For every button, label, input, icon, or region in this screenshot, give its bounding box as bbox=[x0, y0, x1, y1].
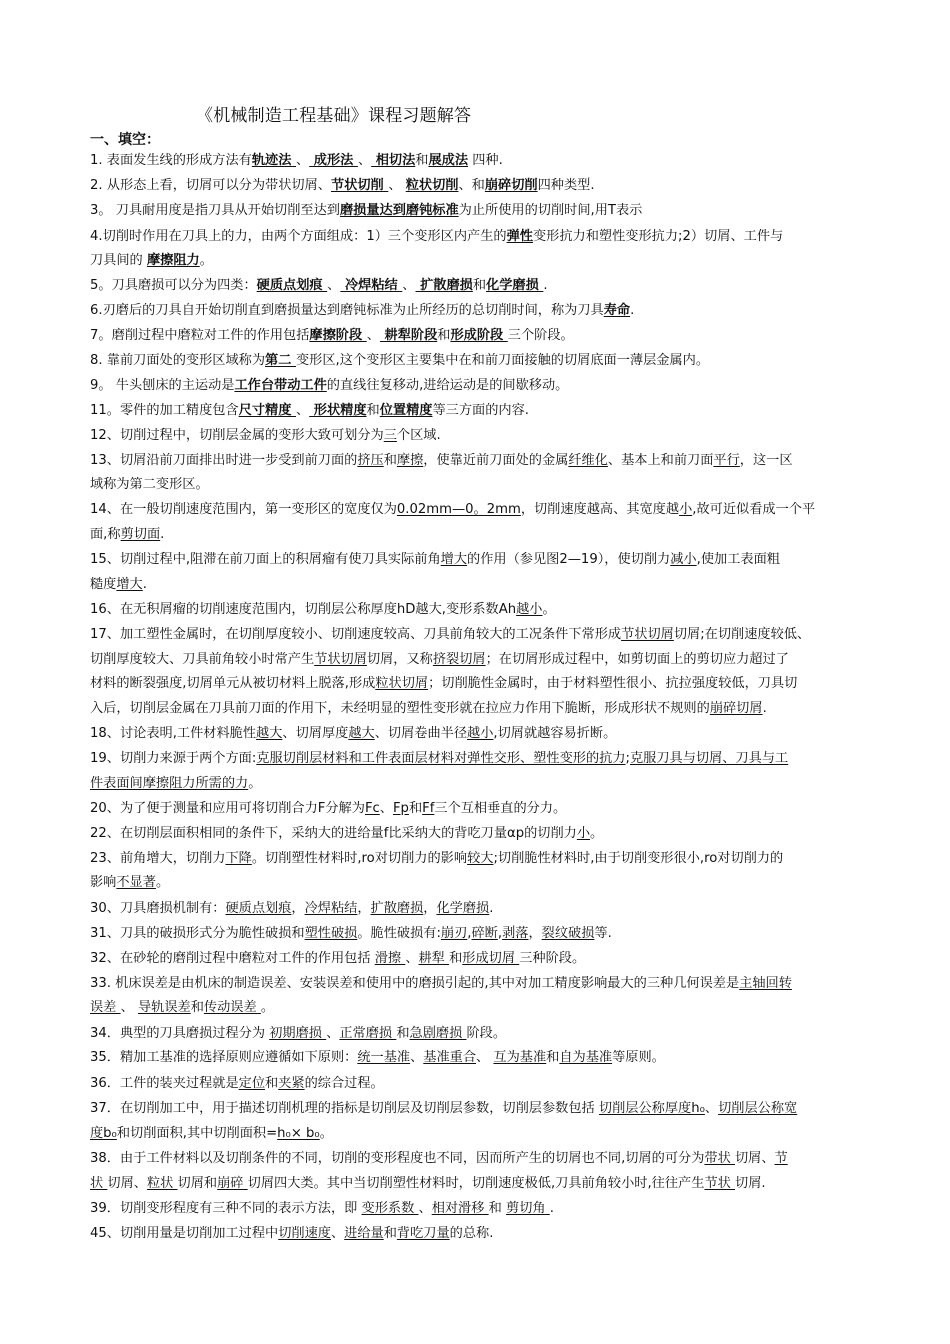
answer-blank: Fc bbox=[364, 801, 380, 816]
text-segment: 的直线往复移动,进给运动是的间歇移动。 bbox=[326, 378, 569, 393]
answer-blank: 崩碎切屑 bbox=[709, 701, 763, 716]
answer-blank: 进给量 bbox=[344, 1226, 384, 1241]
text-segment: 切屑和 bbox=[177, 1176, 218, 1191]
text-line bbox=[90, 724, 870, 744]
text-segment: 和 bbox=[449, 951, 463, 966]
text-segment: 等三方面的内容. bbox=[432, 403, 529, 418]
text-line bbox=[90, 525, 870, 545]
section-heading: 一、填空： bbox=[90, 132, 160, 148]
text-line bbox=[90, 625, 870, 645]
answer-blank: 平行 bbox=[713, 453, 740, 468]
text-line bbox=[90, 1199, 870, 1219]
answer-blank: 尺寸精度 bbox=[238, 403, 296, 418]
answer-blank: 越大 bbox=[348, 726, 375, 741]
text-segment: 33. 机床误差是由机床的制造误差、安装误差和使用中的磨损引起的,其中对加工精度影响最大的三种几何误差是 bbox=[90, 976, 740, 991]
answer-blank: 切削层公称宽 bbox=[718, 1101, 798, 1116]
answer-blank: 三 bbox=[383, 428, 397, 443]
text-segment: 。 bbox=[319, 1126, 333, 1141]
text-segment: 。切削塑性材料时,ro对切削力的影响 bbox=[251, 851, 468, 866]
answer-blank: Fp bbox=[392, 801, 409, 816]
answer-blank: 节状切削 bbox=[330, 178, 389, 193]
answer-blank: 增大 bbox=[116, 577, 143, 592]
text-line bbox=[90, 650, 870, 670]
answer-blank: 带状 bbox=[704, 1151, 735, 1166]
answer-blank: 冷焊粘结 bbox=[304, 901, 358, 916]
text-line bbox=[90, 351, 870, 371]
text-segment: 切屑;在切削速度较低、 bbox=[673, 627, 811, 642]
text-segment: 37．在切削加工中，用于描述切削机理的指标是切削层及切削层参数，切削层参数包括 bbox=[90, 1101, 599, 1116]
text-segment: ,切屑就越容易折断。 bbox=[493, 726, 617, 741]
answer-blank: 自为基准 bbox=[559, 1050, 613, 1065]
answer-blank: 硬质点划痕 bbox=[256, 278, 328, 293]
text-line bbox=[90, 600, 870, 620]
text-segment: 45、切削用量是切削加工过程中 bbox=[90, 1226, 279, 1241]
text-segment: 、 bbox=[405, 951, 419, 966]
text-segment: 、 bbox=[410, 1050, 424, 1065]
text-segment: 、 bbox=[418, 1201, 432, 1216]
answer-blank: 切削层公称厚度h₀ bbox=[598, 1101, 705, 1116]
answer-blank: 挤压 bbox=[357, 453, 384, 468]
answer-blank: 节状切屑 bbox=[621, 627, 674, 642]
text-line bbox=[90, 699, 870, 719]
answer-blank: 小 bbox=[576, 826, 591, 841]
text-segment: 36．工件的装夹过程就是 bbox=[90, 1076, 239, 1091]
answer-blank: 寿命 bbox=[603, 303, 631, 318]
answer-blank: 形成阶段 bbox=[450, 328, 508, 343]
answer-blank: 摩擦阻力 bbox=[146, 253, 200, 268]
text-line bbox=[90, 1099, 870, 1119]
answer-blank: 节状 bbox=[704, 1176, 736, 1191]
text-line bbox=[90, 824, 870, 844]
text-segment: 9。 牛头刨床的主运动是 bbox=[90, 378, 235, 393]
text-segment: ， bbox=[528, 926, 542, 941]
text-segment: 糙度 bbox=[90, 577, 117, 592]
text-line bbox=[90, 176, 870, 196]
text-segment: . bbox=[549, 1201, 554, 1216]
answer-blank: 传动误差 bbox=[203, 1000, 261, 1015]
text-segment: . bbox=[489, 901, 494, 916]
text-segment: 等. bbox=[594, 926, 612, 941]
text-segment: 和 bbox=[415, 153, 429, 168]
text-line bbox=[90, 475, 870, 495]
text-segment: ;切削脆性材料时,由于切削变形很小,ro对切削力的 bbox=[493, 851, 784, 866]
text-segment: ， bbox=[423, 901, 437, 916]
text-segment: . bbox=[630, 303, 635, 318]
text-line bbox=[90, 251, 870, 271]
text-segment: 2. 从形态上看，切屑可以分为带状切屑、 bbox=[90, 178, 331, 193]
text-segment: 为止所使用的切削时间,用T表示 bbox=[458, 203, 643, 218]
text-segment: 5。刀具磨损可以分为四类： bbox=[90, 278, 257, 293]
text-segment: 的作用（参见图2—19），使切削力 bbox=[467, 552, 671, 567]
answer-blank: 越小 bbox=[516, 602, 543, 617]
text-segment: 、 bbox=[366, 328, 380, 343]
text-segment: 18、讨论表明,工件材料脆性 bbox=[90, 726, 257, 741]
answer-blank: 塑性破损 bbox=[304, 926, 358, 941]
text-segment: 、 bbox=[402, 278, 416, 293]
answer-blank: 崩碎 bbox=[217, 1176, 248, 1191]
answer-blank: 节状切屑 bbox=[314, 652, 367, 667]
text-line bbox=[90, 451, 870, 471]
text-line bbox=[90, 276, 870, 296]
answer-blank: 摩擦 bbox=[396, 453, 424, 468]
text-segment: 31、刀具的破损形式分为脆性破损和 bbox=[90, 926, 305, 941]
text-segment: 、 bbox=[388, 178, 406, 193]
text-segment: 影响 bbox=[90, 875, 117, 890]
text-segment: 20、为了便于测量和应用可将切削合力F分解为 bbox=[90, 801, 365, 816]
text-line bbox=[90, 674, 870, 694]
answer-blank: 克服刀具与切屑、刀具与工 bbox=[630, 751, 789, 766]
text-segment: 3。 刀具耐用度是指刀具从开始切削至达到 bbox=[90, 203, 340, 218]
text-segment: 、 bbox=[357, 153, 372, 168]
text-segment: 。 bbox=[248, 776, 262, 791]
answer-blank: 剪切角 bbox=[506, 1201, 550, 1216]
text-segment: ， bbox=[291, 901, 305, 916]
answer-blank: 统一基准 bbox=[357, 1050, 411, 1065]
text-segment: 13、切屑沿前刀面排出时进一步受到前刀面的 bbox=[90, 453, 358, 468]
text-segment: ，使靠近前刀面处的金属 bbox=[423, 453, 569, 468]
text-segment: . bbox=[160, 527, 165, 542]
text-line bbox=[90, 1048, 870, 1068]
answer-blank: 背吃刀量 bbox=[396, 1226, 450, 1241]
answer-blank: 状 bbox=[90, 1176, 108, 1191]
text-line bbox=[90, 749, 870, 769]
text-segment: 切屑四大类。其中当切削塑性材料时，切削速度极低,刀具前角较小时,往往产生 bbox=[247, 1176, 705, 1191]
text-segment: 、 bbox=[476, 1050, 494, 1065]
answer-blank: 相切法 bbox=[371, 153, 416, 168]
text-segment: 、 bbox=[296, 403, 310, 418]
answer-blank: 小 bbox=[679, 502, 693, 517]
answer-blank: 变形系数 bbox=[361, 1201, 419, 1216]
text-segment: 、 bbox=[120, 1000, 138, 1015]
text-segment: 切屑，又称 bbox=[366, 652, 433, 667]
answer-blank: 切削速度 bbox=[278, 1226, 331, 1241]
text-line bbox=[90, 151, 870, 171]
answer-blank: 第二 bbox=[265, 353, 296, 368]
answer-blank: 展成法 bbox=[428, 153, 469, 168]
answer-blank: 碎断 bbox=[471, 926, 498, 941]
answer-blank: 滑擦 bbox=[374, 951, 406, 966]
answer-blank: 扩散磨损 bbox=[415, 278, 473, 293]
text-segment: 6.刃磨后的刀具自开始切削直到磨损量达到磨钝标准为止所经历的总切削时间，称为刀具 bbox=[90, 303, 604, 318]
text-segment: 15、切削过程中,阻滞在前刀面上的积屑瘤有使刀具实际前角 bbox=[90, 552, 441, 567]
text-segment: 、 bbox=[704, 1101, 719, 1116]
text-segment: 切屑、 bbox=[734, 1151, 775, 1166]
text-segment: 、 bbox=[296, 153, 310, 168]
answer-blank: 互为基准 bbox=[493, 1050, 547, 1065]
answer-blank: 耕犁 bbox=[418, 951, 450, 966]
text-segment: 8. 靠前刀面处的变形区域称为 bbox=[90, 353, 266, 368]
text-line bbox=[90, 500, 870, 520]
answer-blank: 粒状 bbox=[146, 1176, 178, 1191]
text-segment: 12、切削过程中，切削层金属的变形大致可划分为 bbox=[90, 428, 384, 443]
answer-blank: 基准重合 bbox=[423, 1050, 477, 1065]
text-segment: 材料的断裂强度,切屑单元从被切材料上脱落,形成 bbox=[90, 676, 376, 691]
answer-blank: 耕犁阶段 bbox=[379, 328, 438, 343]
answer-blank: 越小 bbox=[467, 726, 494, 741]
text-segment: 。 bbox=[260, 1000, 275, 1015]
text-segment: 38．由于工件材料以及切削条件的不同，切削的变形程度也不同，因而所产生的切屑也不同,切屑的可分为 bbox=[90, 1151, 705, 1166]
text-line bbox=[90, 1149, 870, 1169]
answer-blank: 主轴回转 bbox=[739, 976, 792, 991]
answer-blank: 冷焊粘结 bbox=[340, 278, 403, 293]
text-segment: ,故可近似看成一个平 bbox=[692, 502, 816, 517]
text-segment: 变形抗力和塑性变形抗力;2）切屑、工件与 bbox=[532, 229, 784, 244]
answer-blank: 磨损量达到磨钝标准 bbox=[339, 203, 459, 218]
answer-blank: 剥落 bbox=[502, 926, 529, 941]
text-segment: ，这一区 bbox=[739, 453, 793, 468]
answer-blank: 节 bbox=[774, 1151, 788, 1166]
text-segment: 切屑. bbox=[735, 1176, 766, 1191]
text-line bbox=[90, 301, 870, 321]
answer-blank: 形成切屑 bbox=[462, 951, 520, 966]
text-segment: 34．典型的刀具磨损过程分为 bbox=[90, 1026, 270, 1041]
text-segment: 三个互相垂直的分力。 bbox=[434, 801, 567, 816]
text-line bbox=[90, 1174, 870, 1194]
answer-blank: 夹紧 bbox=[278, 1076, 305, 1091]
answer-blank: 硬质点划痕 bbox=[225, 901, 292, 916]
answer-blank: 误差 bbox=[90, 1000, 121, 1015]
text-segment: 和 bbox=[472, 278, 487, 293]
text-segment: . bbox=[142, 577, 147, 592]
text-segment: 和 bbox=[383, 453, 397, 468]
answer-blank: 较大 bbox=[467, 851, 494, 866]
text-segment: ,使加工表面粗 bbox=[696, 552, 780, 567]
answer-blank: 裂纹破损 bbox=[541, 926, 595, 941]
answer-blank: 扩散磨损 bbox=[370, 901, 424, 916]
text-segment: 、基本上和前刀面 bbox=[607, 453, 714, 468]
text-segment: 、和 bbox=[458, 178, 485, 193]
answer-blank: 导轨误差 bbox=[137, 1000, 191, 1015]
answer-blank: 增大 bbox=[440, 552, 468, 567]
text-line bbox=[90, 924, 870, 944]
answer-blank: 度b₀ bbox=[90, 1126, 117, 1141]
text-segment: ，切削速度越高、其宽度越 bbox=[520, 502, 680, 517]
text-line bbox=[90, 998, 870, 1018]
text-segment: 阶段。 bbox=[466, 1026, 507, 1041]
answer-blank: 粒状切屑 bbox=[375, 676, 429, 691]
text-segment: 11。零件的加工精度包含 bbox=[90, 403, 239, 418]
text-segment: . bbox=[762, 701, 767, 716]
text-segment: 17、加工塑性金属时，在切削厚度较小、切削速度较高、刀具前角较大的工况条件下常形成 bbox=[90, 627, 622, 642]
text-segment: 切屑、 bbox=[107, 1176, 147, 1191]
text-segment: 1. 表面发生线的形成方法有 bbox=[90, 153, 252, 168]
text-segment: 、切屑厚度 bbox=[282, 726, 349, 741]
answer-blank: 崩刃 bbox=[440, 926, 468, 941]
text-line bbox=[90, 426, 870, 446]
answer-blank: 不显著 bbox=[116, 875, 156, 890]
text-segment: ， bbox=[357, 901, 371, 916]
text-segment: 、 bbox=[327, 278, 341, 293]
answer-blank: h₀× b₀ bbox=[277, 1126, 320, 1141]
text-segment: ; bbox=[625, 751, 630, 766]
text-segment: 、 bbox=[326, 1026, 340, 1041]
text-segment: 7。磨削过程中磨粒对工件的作用包括 bbox=[90, 328, 310, 343]
text-segment: 4.切削时作用在刀具上的力，由两个方面组成：1）三个变形区内产生的 bbox=[90, 229, 507, 244]
answer-blank: 纤维化 bbox=[568, 453, 608, 468]
text-segment: 。 bbox=[542, 602, 556, 617]
text-line bbox=[90, 974, 870, 994]
answer-blank: 化学磨损 bbox=[436, 901, 490, 916]
text-segment: 。 bbox=[590, 826, 604, 841]
text-line bbox=[90, 326, 870, 346]
answer-blank: 崩碎切削 bbox=[484, 178, 538, 193]
text-line bbox=[90, 201, 870, 221]
answer-blank: 形状精度 bbox=[309, 403, 367, 418]
text-segment: 、 bbox=[379, 801, 393, 816]
answer-blank: Ff bbox=[422, 801, 435, 816]
text-segment: 刀具间的 bbox=[90, 253, 147, 268]
text-segment: 32、在砂轮的磨削过程中磨粒对工件的作用包括 bbox=[90, 951, 375, 966]
text-segment: 、 bbox=[330, 1226, 345, 1241]
text-line bbox=[90, 1074, 870, 1094]
page-title: 《机械制造工程基础》课程习题解答 bbox=[196, 106, 472, 126]
answer-blank: 正常磨损 bbox=[339, 1026, 397, 1041]
answer-blank: 定位 bbox=[238, 1076, 266, 1091]
answer-blank: 克服切削层材料和工件表面层材料对弹性交形、塑性变形的抗力 bbox=[256, 751, 626, 766]
text-segment: 等原则。 bbox=[612, 1050, 665, 1065]
text-segment: 入后，切削层金属在刀具前刀面的作用下，未经明显的塑性变形就在拉应力作用下脆断，形成形状不规则的 bbox=[90, 701, 710, 716]
answer-blank: 位置精度 bbox=[379, 403, 433, 418]
text-segment: 面,称 bbox=[90, 527, 121, 542]
text-segment: . bbox=[543, 278, 548, 293]
text-segment: 22、在切削层面积相同的条件下，采纳大的进给量f比采纳大的背吃刀量αp的切削力 bbox=[90, 826, 577, 841]
answer-blank: 弹性 bbox=[506, 229, 533, 244]
text-segment: 四种类型. bbox=[537, 178, 595, 193]
answer-blank: 成形法 bbox=[309, 153, 358, 168]
text-segment: , bbox=[467, 926, 472, 941]
text-segment: 四种. bbox=[468, 153, 503, 168]
answer-blank: 粒状切削 bbox=[405, 178, 459, 193]
text-segment: 域称为第二变形区。 bbox=[90, 477, 209, 492]
text-line bbox=[90, 376, 870, 396]
text-segment: 39．切削变形程度有三种不同的表示方法，即 bbox=[90, 1201, 362, 1216]
text-segment: 和 bbox=[383, 1226, 397, 1241]
text-line bbox=[90, 550, 870, 570]
text-line bbox=[90, 227, 870, 247]
text-segment: 和 bbox=[265, 1076, 279, 1091]
answer-blank: 减小 bbox=[670, 552, 697, 567]
answer-blank: 工作台带动工件 bbox=[234, 378, 327, 393]
text-segment: 14、在一般切削速度范围内，第一变形区的宽度仅为 bbox=[90, 502, 397, 517]
answer-blank: 急剧磨损 bbox=[409, 1026, 467, 1041]
answer-blank: 初期磨损 bbox=[269, 1026, 327, 1041]
text-segment: 。脆性破损有: bbox=[357, 926, 441, 941]
text-line bbox=[90, 873, 870, 893]
answer-blank: 摩擦阶段 bbox=[309, 328, 367, 343]
text-line bbox=[90, 849, 870, 869]
text-segment: 三种阶段。 bbox=[519, 951, 586, 966]
text-line bbox=[90, 401, 870, 421]
answer-blank: 剪切面 bbox=[120, 527, 161, 542]
text-segment: ；在切屑形成过程中，如剪切面上的剪切应力超过了 bbox=[485, 652, 789, 667]
text-segment: 和 bbox=[190, 1000, 204, 1015]
text-line bbox=[90, 799, 870, 819]
text-segment: 和 bbox=[366, 403, 380, 418]
text-segment: 和 bbox=[408, 801, 423, 816]
text-line bbox=[90, 774, 870, 794]
text-line bbox=[90, 575, 870, 595]
answer-blank: 下降 bbox=[225, 851, 252, 866]
text-segment: 和切削面积,其中切削面积= bbox=[116, 1126, 278, 1141]
answer-blank: 化学磨损 bbox=[486, 278, 544, 293]
text-line bbox=[90, 1124, 870, 1144]
text-line bbox=[90, 949, 870, 969]
answer-blank: 挤裂切屑 bbox=[432, 652, 486, 667]
answer-blank: 0.02mm—0。2mm bbox=[396, 502, 521, 517]
text-segment: ；切削脆性金属时，由于材料塑性很小、抗拉强度较低，刀具切 bbox=[428, 676, 798, 691]
text-segment: 35．精加工基准的选择原则应遵循如下原则： bbox=[90, 1050, 358, 1065]
text-segment: 30、刀具磨损机制有： bbox=[90, 901, 226, 916]
text-segment: 变形区,这个变形区主要集中在和前刀面接触的切屑底面一薄层金属内。 bbox=[296, 353, 710, 368]
answer-blank: 相对滑移 bbox=[431, 1201, 489, 1216]
text-segment: 个区域. bbox=[396, 428, 441, 443]
text-segment: 、切屑卷曲半径 bbox=[374, 726, 468, 741]
text-segment: 。 bbox=[155, 875, 170, 890]
answer-blank: 越大 bbox=[256, 726, 283, 741]
text-segment: 和 bbox=[437, 328, 451, 343]
text-line bbox=[90, 1024, 870, 1044]
text-segment: 和 bbox=[546, 1050, 560, 1065]
text-segment: 。 bbox=[199, 253, 213, 268]
text-line bbox=[90, 899, 870, 919]
answer-blank: 件表面间摩擦阻力所需的力 bbox=[90, 776, 249, 791]
text-segment: 的总称. bbox=[449, 1226, 494, 1241]
text-line bbox=[90, 1224, 870, 1244]
text-segment: , bbox=[497, 926, 503, 941]
text-segment: 切削厚度较大、刀具前角较小时常产生 bbox=[90, 652, 315, 667]
text-segment: 和 bbox=[488, 1201, 507, 1216]
answer-blank: 轨迹法 bbox=[251, 153, 296, 168]
text-segment: 16、在无积屑瘤的切削速度范围内，切削层公称厚度hD越大,变形系数Ah bbox=[90, 602, 517, 617]
text-segment: 的综合过程。 bbox=[304, 1076, 384, 1091]
text-segment: 19、切削力来源于两个方面: bbox=[90, 751, 257, 766]
text-segment: 三个阶段。 bbox=[507, 328, 574, 343]
text-segment: 和 bbox=[396, 1026, 410, 1041]
text-segment: 23、前角增大，切削力 bbox=[90, 851, 226, 866]
